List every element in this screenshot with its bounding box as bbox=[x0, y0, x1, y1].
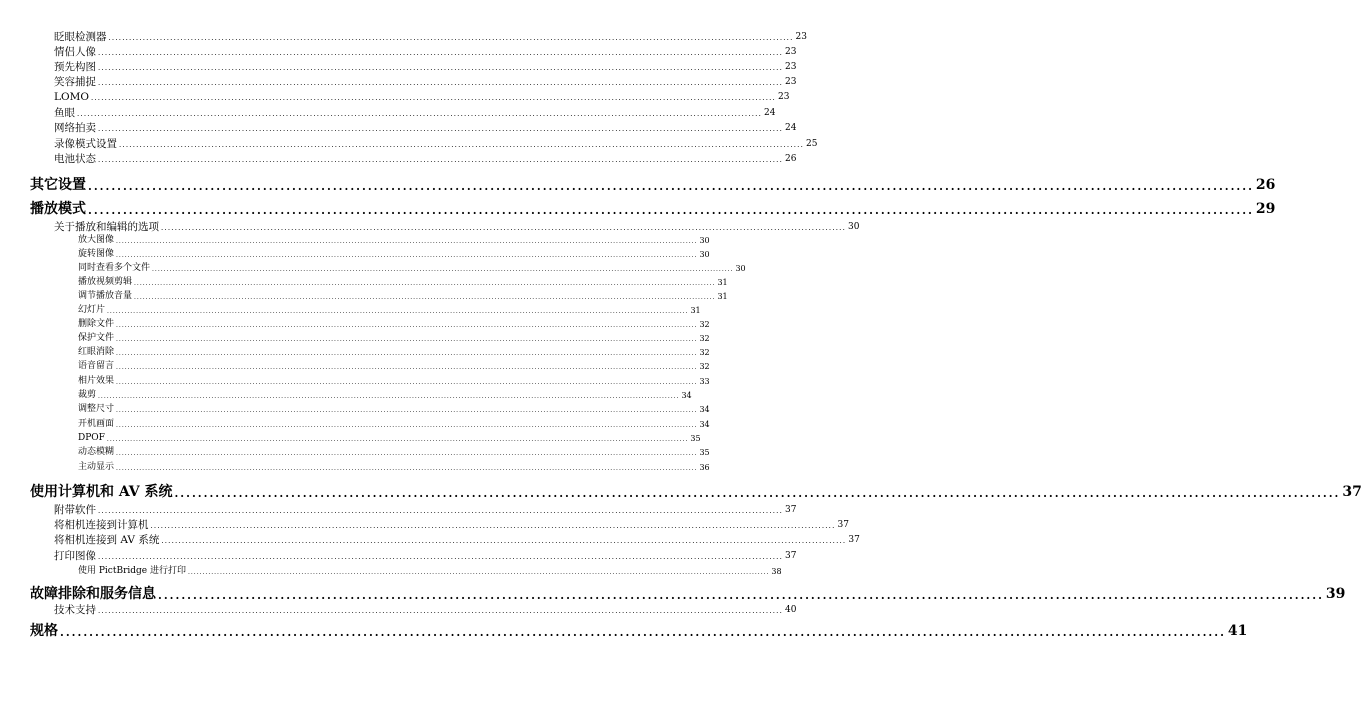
toc-entry-title: 放大图像 bbox=[78, 235, 115, 245]
toc-entry-page: 35 bbox=[699, 448, 710, 457]
toc-dot-leader: ........................................................................................................................................................................................................ bbox=[98, 607, 784, 615]
toc-entry[interactable] bbox=[30, 483, 1362, 500]
toc-entry-title: 裁剪 bbox=[78, 390, 97, 400]
toc-entry[interactable] bbox=[54, 106, 776, 119]
toc-entry-title: DPOF bbox=[78, 433, 105, 443]
toc-entry-page: 35 bbox=[690, 434, 701, 443]
toc-entry-title: 播放视频剪辑 bbox=[78, 277, 133, 287]
toc-dot-leader: ........................................................................................................................................................................................................ bbox=[88, 180, 1254, 193]
toc-entry-page: 29 bbox=[1255, 201, 1276, 217]
toc-entry-page: 32 bbox=[699, 362, 710, 371]
toc-dot-leader: ........................................................................................................................................................................................................ bbox=[60, 626, 1226, 639]
toc-entry-page: 31 bbox=[717, 278, 728, 287]
toc-entry-title: 规格 bbox=[30, 623, 58, 639]
toc-entry[interactable] bbox=[54, 152, 797, 165]
toc-entry-page: 30 bbox=[735, 264, 746, 273]
toc-entry[interactable] bbox=[78, 375, 710, 386]
toc-dot-leader: ........................................................................................................................................................................................................ bbox=[116, 238, 698, 245]
toc-dot-leader: ........................................................................................................................................................................................................ bbox=[119, 141, 805, 149]
toc-entry[interactable] bbox=[54, 121, 797, 134]
toc-dot-leader: ........................................................................................................................................................................................................ bbox=[134, 294, 716, 301]
toc-entry[interactable] bbox=[54, 503, 797, 516]
toc-dot-leader: ........................................................................................................................................................................................................ bbox=[152, 266, 734, 273]
toc-entry-title: 电池状态 bbox=[54, 152, 96, 165]
toc-entry-page: 23 bbox=[795, 32, 807, 42]
toc-entry-page: 25 bbox=[806, 139, 818, 149]
toc-entry[interactable] bbox=[78, 318, 710, 329]
toc-entry[interactable] bbox=[54, 45, 797, 58]
toc-entry[interactable] bbox=[78, 565, 782, 576]
toc-entry-page: 36 bbox=[699, 463, 710, 472]
toc-dot-leader: ........................................................................................................................................................................................................ bbox=[116, 364, 698, 371]
toc-entry[interactable] bbox=[30, 200, 1276, 217]
toc-entry[interactable] bbox=[78, 262, 746, 273]
toc-entry-page: 32 bbox=[699, 348, 710, 357]
toc-entry-page: 40 bbox=[785, 605, 797, 615]
toc-entry-page: 30 bbox=[848, 222, 860, 232]
toc-entry-title: 播放模式 bbox=[30, 201, 86, 217]
toc-entry-title: 其它设置 bbox=[30, 177, 86, 193]
toc-entry-title: 情侣人像 bbox=[54, 45, 96, 58]
toc-entry[interactable] bbox=[30, 622, 1248, 639]
toc-entry[interactable] bbox=[54, 220, 860, 233]
toc-entry[interactable] bbox=[54, 518, 849, 531]
toc-entry-page: 31 bbox=[717, 292, 728, 301]
toc-entry-title: 红眼消除 bbox=[78, 347, 115, 357]
toc-entry[interactable] bbox=[78, 389, 692, 400]
toc-entry-title: 故障排除和服务信息 bbox=[30, 586, 156, 602]
toc-entry-title: 旋转图像 bbox=[78, 249, 115, 259]
toc-dot-leader: ........................................................................................................................................................................................................ bbox=[161, 537, 847, 545]
toc-entry[interactable] bbox=[78, 418, 710, 429]
toc-entry[interactable] bbox=[78, 446, 710, 457]
toc-entry-page: 30 bbox=[699, 250, 710, 259]
toc-entry-title: 开机画面 bbox=[78, 419, 115, 429]
toc-entry[interactable] bbox=[30, 585, 1346, 602]
toc-entry-page: 24 bbox=[785, 123, 797, 133]
toc-entry-title: 使用计算机和 AV 系统 bbox=[30, 484, 173, 500]
toc-entry[interactable] bbox=[78, 432, 701, 443]
toc-entry-title: 网络拍卖 bbox=[54, 121, 96, 134]
toc-dot-leader: ........................................................................................................................................................................................................ bbox=[161, 224, 847, 232]
toc-entry-title: 删除文件 bbox=[78, 319, 115, 329]
toc-entry-title: LOMO bbox=[54, 90, 89, 103]
toc-entry-page: 32 bbox=[699, 320, 710, 329]
toc-entry-page: 30 bbox=[699, 236, 710, 245]
toc-entry-page: 37 bbox=[785, 505, 797, 515]
toc-dot-leader: ........................................................................................................................................................................................................ bbox=[116, 322, 698, 329]
toc-dot-leader: ........................................................................................................................................................................................................ bbox=[98, 64, 784, 72]
toc-dot-leader: ........................................................................................................................................................................................................ bbox=[116, 407, 698, 414]
toc-entry[interactable] bbox=[54, 533, 860, 546]
toc-dot-leader: ........................................................................................................................................................................................................ bbox=[88, 204, 1254, 217]
toc-entry-title: 幻灯片 bbox=[78, 305, 106, 315]
toc-entry-page: 23 bbox=[785, 77, 797, 87]
toc-dot-leader: ........................................................................................................................................................................................................ bbox=[98, 49, 784, 57]
toc-entry[interactable] bbox=[78, 234, 710, 245]
toc-entry-page: 41 bbox=[1227, 623, 1248, 639]
toc-entry-page: 23 bbox=[777, 92, 790, 102]
toc-dot-leader: ........................................................................................................................................................................................................ bbox=[98, 125, 784, 133]
toc-entry-title: 调节播放音量 bbox=[78, 291, 133, 301]
toc-dot-leader: ........................................................................................................................................................................................................ bbox=[98, 393, 680, 400]
toc-dot-leader: ........................................................................................................................................................................................................ bbox=[108, 34, 794, 42]
toc-dot-leader: ........................................................................................................................................................................................................ bbox=[106, 436, 689, 443]
toc-entry[interactable] bbox=[78, 360, 710, 371]
toc-entry-page: 37 bbox=[785, 551, 797, 561]
toc-dot-leader: ........................................................................................................................................................................................................ bbox=[116, 422, 698, 429]
toc-dot-leader: ........................................................................................................................................................................................................ bbox=[158, 589, 1324, 602]
toc-entry-title: 动态模糊 bbox=[78, 447, 115, 457]
toc-entry-page: 34 bbox=[681, 391, 692, 400]
toc-entry[interactable] bbox=[54, 30, 807, 43]
toc-dot-leader: ........................................................................................................................................................................................................ bbox=[116, 350, 698, 357]
toc-entry-title: 语音留言 bbox=[78, 361, 115, 371]
toc-entry-title: 使用 PictBridge 进行打印 bbox=[78, 566, 186, 576]
toc-entry[interactable] bbox=[54, 137, 818, 150]
toc-dot-leader: ........................................................................................................................................................................................................ bbox=[174, 487, 1341, 500]
toc-dot-leader: ........................................................................................................................................................................................................ bbox=[116, 336, 698, 343]
toc-entry-title: 关于播放和编辑的选项 bbox=[54, 220, 159, 233]
toc-entry[interactable] bbox=[78, 276, 728, 287]
toc-dot-leader: ........................................................................................................................................................................................................ bbox=[77, 110, 763, 118]
toc-entry-title: 将相机连接到 AV 系统 bbox=[54, 533, 160, 546]
toc-entry[interactable] bbox=[54, 603, 797, 616]
toc-entry-page: 33 bbox=[699, 377, 710, 386]
toc-entry-page: 34 bbox=[699, 420, 710, 429]
toc-entry-title: 笑容捕捉 bbox=[54, 75, 96, 88]
toc-dot-leader: ........................................................................................................................................................................................................ bbox=[98, 507, 784, 515]
toc-entry-title: 打印图像 bbox=[54, 549, 96, 562]
toc-dot-leader: ........................................................................................................................................................................................................ bbox=[98, 553, 784, 561]
toc-dot-leader: ........................................................................................................................................................................................................ bbox=[187, 569, 770, 576]
toc-entry-title: 录像模式设置 bbox=[54, 137, 117, 150]
toc-dot-leader: ........................................................................................................................................................................................................ bbox=[98, 156, 784, 164]
toc-entry[interactable] bbox=[78, 461, 710, 472]
toc-entry[interactable] bbox=[78, 248, 710, 259]
toc-entry-page: 31 bbox=[690, 306, 701, 315]
toc-entry[interactable] bbox=[78, 290, 728, 301]
toc-entry-title: 技术支持 bbox=[54, 603, 96, 616]
toc-dot-leader: ........................................................................................................................................................................................................ bbox=[107, 308, 689, 315]
toc-entry-title: 相片效果 bbox=[78, 376, 115, 386]
toc-dot-leader: ........................................................................................................................................................................................................ bbox=[98, 79, 784, 87]
toc-entry[interactable] bbox=[54, 60, 797, 73]
toc-entry-title: 预先构图 bbox=[54, 60, 96, 73]
toc-entry-page: 32 bbox=[699, 334, 710, 343]
toc-entry-page: 37 bbox=[837, 520, 849, 530]
toc-entry[interactable] bbox=[54, 90, 790, 103]
toc-entry-title: 保护文件 bbox=[78, 333, 115, 343]
toc-dot-leader: ........................................................................................................................................................................................................ bbox=[116, 379, 698, 386]
toc-dot-leader: ........................................................................................................................................................................................................ bbox=[116, 252, 698, 259]
toc-entry[interactable] bbox=[78, 346, 710, 357]
toc-dot-leader: ........................................................................................................................................................................................................ bbox=[150, 522, 836, 530]
toc-entry-title: 鱼眼 bbox=[54, 106, 75, 119]
toc-entry-page: 37 bbox=[1342, 484, 1362, 500]
toc-entry-page: 23 bbox=[785, 62, 797, 72]
toc-entry-page: 23 bbox=[785, 47, 797, 57]
toc-dot-leader: ........................................................................................................................................................................................................ bbox=[90, 94, 776, 102]
toc-entry[interactable] bbox=[54, 549, 797, 562]
toc-entry[interactable] bbox=[78, 332, 710, 343]
toc-entry-title: 将相机连接到计算机 bbox=[54, 518, 149, 531]
toc-entry-page: 39 bbox=[1325, 586, 1346, 602]
toc-entry-title: 同时查看多个文件 bbox=[78, 263, 151, 273]
toc-entry-title: 主动显示 bbox=[78, 462, 115, 472]
toc-entry-page: 34 bbox=[699, 405, 710, 414]
toc-dot-leader: ........................................................................................................................................................................................................ bbox=[116, 465, 698, 472]
toc-entry-page: 26 bbox=[1255, 177, 1276, 193]
toc-entry-page: 26 bbox=[785, 154, 797, 164]
toc-dot-leader: ........................................................................................................................................................................................................ bbox=[134, 280, 716, 287]
toc-entry[interactable] bbox=[30, 176, 1276, 193]
toc-entry[interactable] bbox=[54, 75, 797, 88]
toc-entry[interactable] bbox=[78, 304, 701, 315]
toc-entry[interactable] bbox=[78, 403, 710, 414]
toc-entry-page: 37 bbox=[848, 535, 860, 545]
toc-entry-title: 眨眼检测器 bbox=[54, 30, 107, 43]
toc-entry-page: 38 bbox=[771, 567, 782, 576]
toc-entry-page: 24 bbox=[764, 108, 776, 118]
toc-dot-leader: ........................................................................................................................................................................................................ bbox=[116, 450, 698, 457]
toc-entry-title: 调整尺寸 bbox=[78, 404, 115, 414]
toc-entry-title: 附带软件 bbox=[54, 503, 96, 516]
